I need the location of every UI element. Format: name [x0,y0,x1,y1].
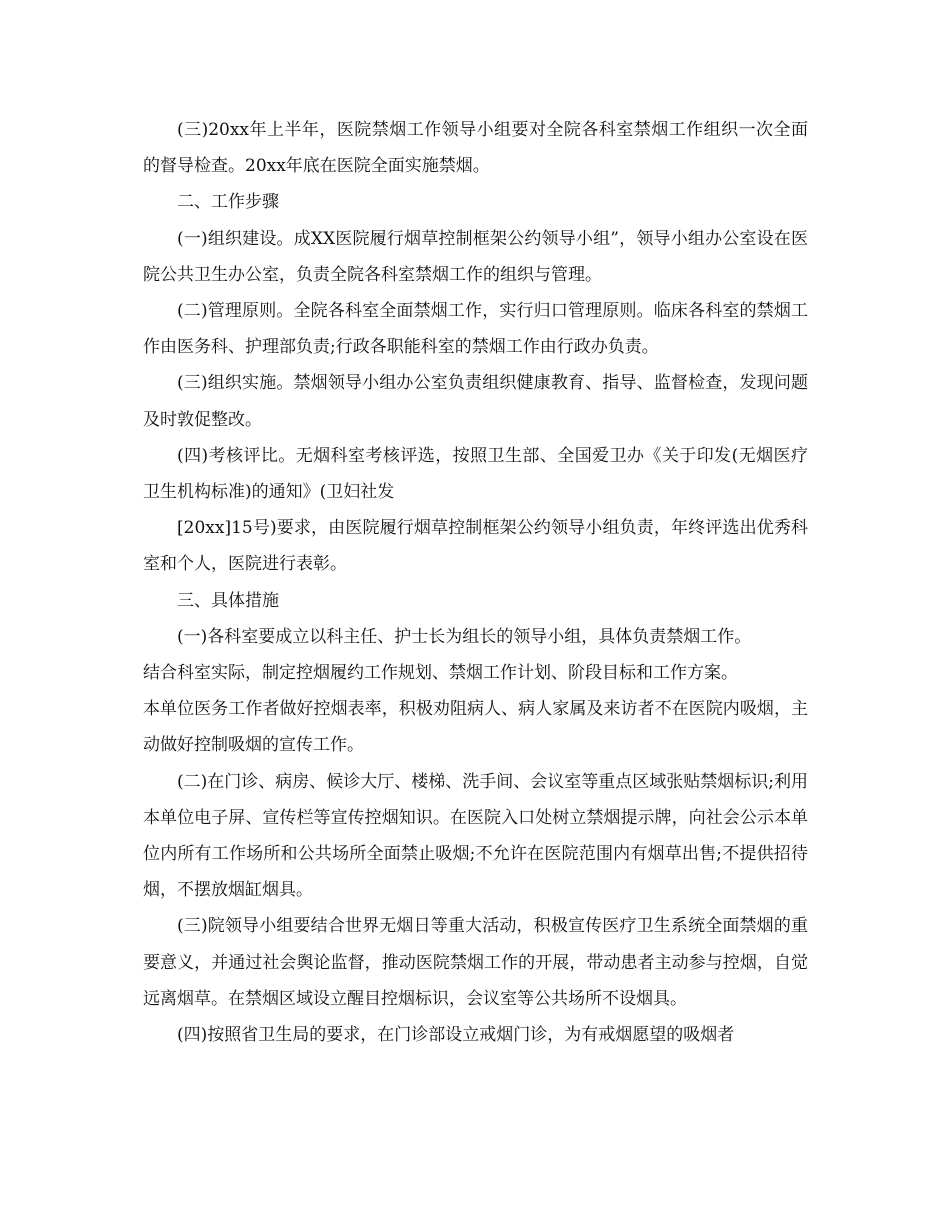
paragraph-measure-4: (四)按照省卫生局的要求，在门诊部设立戒烟门诊，为有戒烟愿望的吸烟者 [177,1025,735,1046]
section-heading-measures: 三、具体措施 [177,590,279,611]
paragraph-measure-1: (一)各科室要成立以科主任、护士长为组长的领导小组，具体负责禁烟工作。 [177,626,752,647]
paragraph-1: (三)20xx年上半年，医院禁烟工作领导小组要对全院各科室禁烟工作组织一次全面的督导检查。20xx年底在医院全面实施禁烟。 [143,120,808,177]
paragraph-organization: (一)组织建设。成XX医院履行烟草控制框架公约领导小组”，领导小组办公室设在医院公共卫生办公室，负责全院各科室禁烟工作的组织与管理。 [143,228,808,285]
paragraph-assessment-cont: [20xx]15号)要求，由医院履行烟草控制框架公约领导小组负责，年终评选出优秀科室和个人，医院进行表彰。 [143,518,808,575]
paragraph-measure-1-cont-a: 结合科室实际，制定控烟履约工作规划、禁烟工作计划、阶段目标和工作方案。 [143,663,738,684]
paragraph-measure-3: (三)院领导小组要结合世界无烟日等重大活动，积极宣传医疗卫生系统全面禁烟的重要意义，并通过社会舆论监督，推动医院禁烟工作的开展，带动患者主动参与控烟，自觉远离烟草。在禁烟区域设立醒目控烟标识，会议室等公共场所不设烟具。 [143,916,808,1009]
paragraph-measure-2: (二)在门诊、病房、候诊大厅、楼梯、洗手间、会议室等重点区域张贴禁烟标识;利用本单位电子屏、宣传栏等宣传控烟知识。在医院入口处树立禁烟提示牌，向社会公示本单位内所有工作场所和公共场所全面禁止吸烟;不允许在医院范围内有烟草出售;不提供招待烟，不摆放烟缸烟具。 [143,771,808,901]
section-heading-work-steps: 二、工作步骤 [177,192,279,213]
paragraph-implementation: (三)组织实施。禁烟领导小组办公室负责组织健康教育、指导、监督检查，发现问题及时敦促整改。 [143,373,808,430]
paragraph-measure-1-cont-b: 本单位医务工作者做好控烟表率，积极劝阻病人、病人家属及来访者不在医院内吸烟，主动做好控制吸烟的宣传工作。 [143,699,808,756]
paragraph-assessment: (四)考核评比。无烟科室考核评选，按照卫生部、全国爱卫办《关于印发(无烟医疗卫生机构标准)的通知》(卫妇社发 [143,445,808,503]
paragraph-management: (二)管理原则。全院各科室全面禁烟工作，实行归口管理原则。临床各科室的禁烟工作由医务科、护理部负责;行政各职能科室的禁烟工作由行政办负责。 [143,301,808,358]
document-page [143,112,808,1053]
